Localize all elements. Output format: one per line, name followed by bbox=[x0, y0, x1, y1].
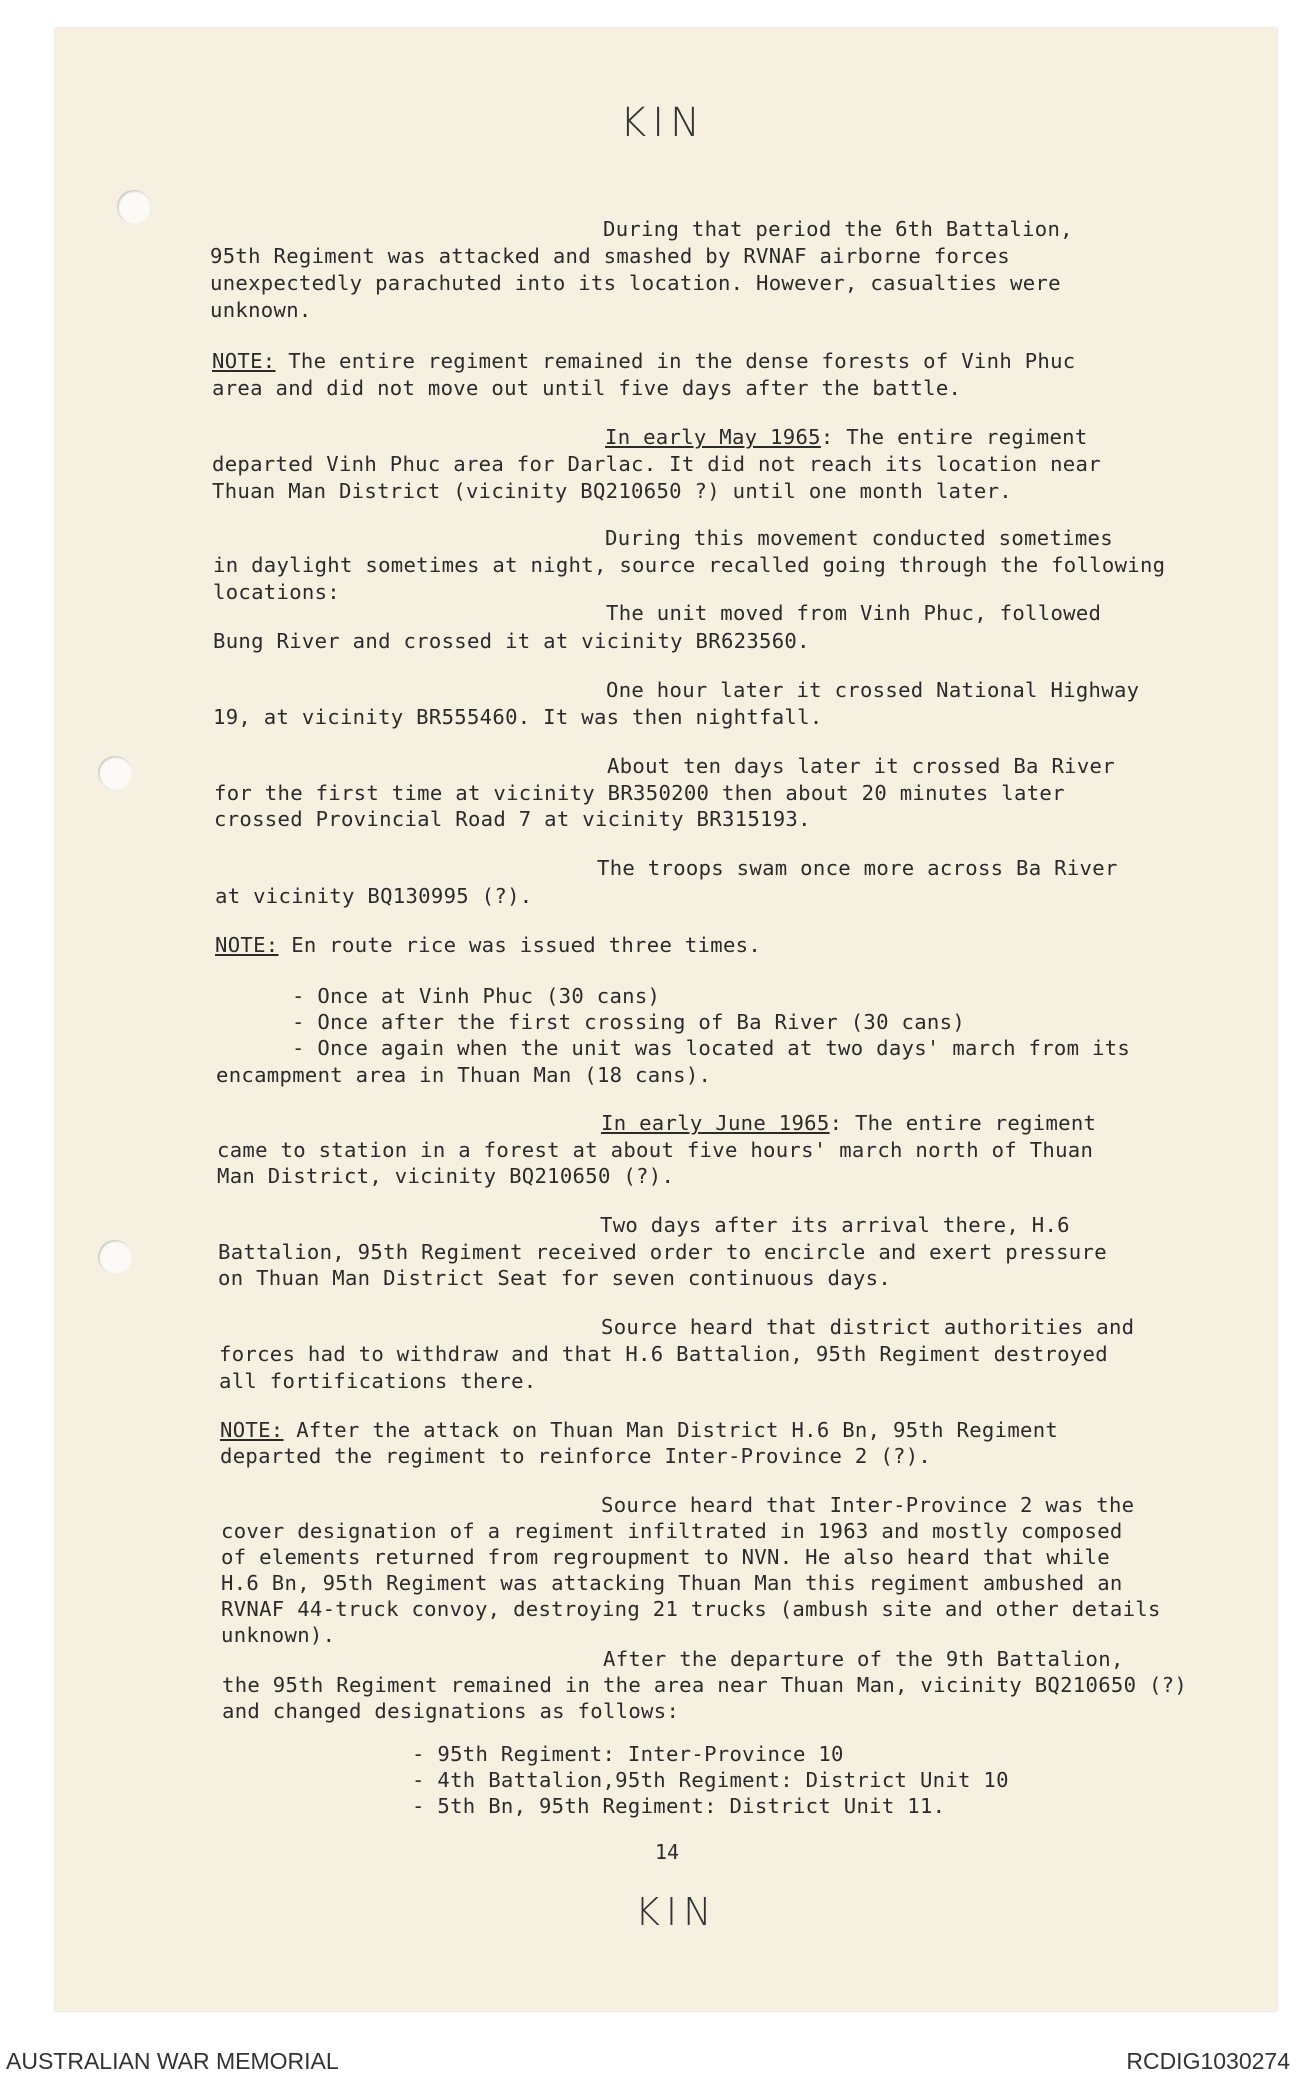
text-line: 95th Regiment was attacked and smashed by RVNAF airborne forces bbox=[210, 244, 1011, 268]
text-line: During this movement conducted sometimes bbox=[605, 526, 1113, 550]
text-line: area and did not move out until five days after the battle. bbox=[212, 376, 962, 400]
note-line: NOTE: After the attack on Thuan Man District H.6 Bn, 95th Regiment bbox=[220, 1418, 1059, 1442]
text-line: Battalion, 95th Regiment received order to encircle and exert pressure bbox=[218, 1240, 1107, 1264]
text-line: for the first time at vicinity BR350200 then about 20 minutes later bbox=[214, 781, 1065, 805]
text-line: crossed Provincial Road 7 at vicinity BR315193. bbox=[214, 807, 811, 831]
list-item: - 5th Bn, 95th Regiment: District Unit 11. bbox=[412, 1794, 946, 1818]
note-label: NOTE: bbox=[220, 1418, 284, 1442]
note-label: NOTE: bbox=[212, 349, 276, 373]
punch-hole bbox=[98, 1240, 132, 1274]
text-line: Source heard that district authorities and bbox=[601, 1315, 1135, 1339]
text-line: on Thuan Man District Seat for seven continuous days. bbox=[218, 1266, 892, 1290]
text-line: Bung River and crossed it at vicinity BR623560. bbox=[213, 629, 810, 653]
text-line: and changed designations as follows: bbox=[222, 1699, 680, 1723]
note-line: NOTE: The entire regiment remained in the dense forests of Vinh Phuc bbox=[212, 349, 1076, 373]
text-line: Man District, vicinity BQ210650 (?). bbox=[217, 1164, 675, 1188]
text-line: Two days after its arrival there, H.6 bbox=[600, 1213, 1070, 1237]
text-line: of elements returned from regroupment to NVN. He also heard that while bbox=[221, 1545, 1110, 1569]
text-line: came to station in a forest at about five hours' march north of Thuan bbox=[217, 1138, 1094, 1162]
list-item: - 4th Battalion,95th Regiment: District Unit 10 bbox=[412, 1768, 1009, 1792]
text-line: In early June 1965: The entire regiment bbox=[601, 1111, 1097, 1135]
text-line: all fortifications there. bbox=[219, 1369, 537, 1393]
text-line: encampment area in Thuan Man (18 cans). bbox=[216, 1063, 712, 1087]
text-line: at vicinity BQ130995 (?). bbox=[215, 884, 533, 908]
text-line: After the departure of the 9th Battalion, bbox=[603, 1647, 1124, 1671]
list-item: - 95th Regiment: Inter-Province 10 bbox=[412, 1742, 844, 1766]
text-line: cover designation of a regiment infiltrated in 1963 and mostly composed bbox=[221, 1519, 1123, 1543]
text-line: unexpectedly parachuted into its location. However, casualties were bbox=[210, 271, 1061, 295]
list-item: - Once again when the unit was located at two days' march from its bbox=[292, 1036, 1131, 1060]
list-item: - Once after the first crossing of Ba River (30 cans) bbox=[292, 1010, 966, 1034]
text-line: departed Vinh Phuc area for Darlac. It did not reach its location near bbox=[212, 452, 1101, 476]
handwritten-mark-bottom: KIN bbox=[635, 1890, 718, 1934]
text-line: Source heard that Inter-Province 2 was the bbox=[601, 1493, 1135, 1517]
page-number: 14 bbox=[655, 1840, 680, 1864]
text-line: One hour later it crossed National Highway bbox=[606, 678, 1140, 702]
document-page bbox=[55, 28, 1277, 2011]
text-line: unknown. bbox=[210, 298, 312, 322]
text-line: During that period the 6th Battalion, bbox=[603, 217, 1073, 241]
text-line: 19, at vicinity BR555460. It was then nightfall. bbox=[213, 705, 823, 729]
text-line: H.6 Bn, 95th Regiment was attacking Thuan Man this regiment ambushed an bbox=[221, 1571, 1123, 1595]
text-line: Thuan Man District (vicinity BQ210650 ?) until one month later. bbox=[212, 479, 1013, 503]
text-line: The unit moved from Vinh Phuc, followed bbox=[606, 601, 1102, 625]
footer-left-label: AUSTRALIAN WAR MEMORIAL bbox=[6, 2048, 339, 2074]
handwritten-mark-top: KIN bbox=[620, 100, 706, 146]
text-line: In early May 1965: The entire regiment bbox=[605, 425, 1088, 449]
text-line: locations: bbox=[213, 580, 340, 604]
text-line: About ten days later it crossed Ba River bbox=[607, 754, 1115, 778]
note-line: NOTE: En route rice was issued three times. bbox=[215, 933, 762, 957]
punch-hole bbox=[117, 190, 151, 224]
date-heading: In early May 1965 bbox=[605, 425, 821, 449]
punch-hole bbox=[98, 756, 132, 790]
text-line: departed the regiment to reinforce Inter-Province 2 (?). bbox=[220, 1444, 932, 1468]
text-line: the 95th Regiment remained in the area near Thuan Man, vicinity BQ210650 (?) bbox=[222, 1673, 1188, 1697]
text-line: in daylight sometimes at night, source recalled going through the following bbox=[213, 553, 1166, 577]
text-line: unknown). bbox=[221, 1623, 336, 1647]
date-heading: In early June 1965 bbox=[601, 1111, 830, 1135]
text-line: forces had to withdraw and that H.6 Battalion, 95th Regiment destroyed bbox=[219, 1342, 1108, 1366]
note-label: NOTE: bbox=[215, 933, 279, 957]
text-line: The troops swam once more across Ba River bbox=[597, 856, 1118, 880]
text-line: RVNAF 44-truck convoy, destroying 21 trucks (ambush site and other details bbox=[221, 1597, 1161, 1621]
footer-right-label: RCDIG1030274 bbox=[1126, 2048, 1290, 2074]
list-item: - Once at Vinh Phuc (30 cans) bbox=[292, 984, 661, 1008]
